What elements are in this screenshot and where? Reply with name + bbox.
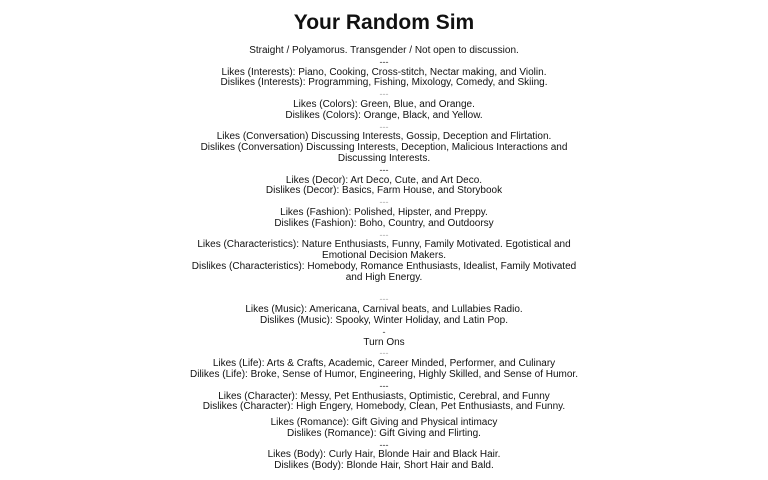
likes-colors: Likes (Colors): Green, Blue, and Orange. [293, 98, 475, 110]
likes-characteristics: Likes (Characteristics): Nature Enthusiasts, Funny, Family Motivated. Egotistical and Emotional Decision Makers. [197, 239, 571, 262]
likes-character: Likes (Character): Messy, Pet Enthusiasts, Optimistic, Cerebral, and Funny [218, 390, 550, 402]
separator: --- [379, 164, 389, 175]
separator: --- [379, 439, 389, 450]
likes-fashion: Likes (Fashion): Polished, Hipster, and Preppy. [280, 206, 488, 218]
orientation-text: Straight / Polyamorus. Transgender / Not open to discussion. [249, 45, 519, 56]
dislikes-decor: Dislikes (Decor): Basics, Farm House, and Storybook [265, 185, 503, 197]
likes-music: Likes (Music): Americana, Carnival beats, and Lullabies Radio. [245, 304, 523, 316]
likes-interests: Likes (Interests): Piano, Cooking, Cross-stitch, Nectar making, and Violin. [221, 66, 547, 78]
likes-conversation: Likes (Conversation) Discussing Interests, Gossip, Deception and Flirtation. [216, 131, 552, 143]
separator: --- [379, 348, 389, 359]
dislikes-fashion: Dislikes (Fashion): Boho, Country, and Outdoorsy [274, 217, 494, 229]
dislikes-body: Dislikes (Body): Blonde Hair, Short Hair and Bald. [274, 460, 494, 472]
dislikes-colors: Dislikes (Colors): Orange, Black, and Yellow. [285, 109, 483, 121]
dislikes-characteristics: Dislikes (Characteristics): Homebody, Romance Enthusiasts, Idealist, Family Motivated and High Energy. [191, 260, 577, 283]
dislikes-conversation: Dislikes (Conversation) Discussing Interests, Deception, Malicious Interactions and Discussing Interests. [200, 142, 568, 164]
separator: --- [379, 89, 389, 100]
likes-life: Likes (Life): Arts & Crafts, Academic, Career Minded, Performer, and Culinary [212, 358, 556, 370]
separator: --- [379, 197, 389, 208]
page-title: Your Random Sim [293, 11, 475, 34]
dislikes-character: Dislikes (Character): High Engery, Homebody, Clean, Pet Enthusiasts, and Funny. [202, 401, 566, 413]
sim-details [184, 46, 584, 472]
separator: --- [379, 121, 389, 132]
dislikes-music: Dislikes (Music): Spooky, Winter Holiday, and Latin Pop. [259, 314, 509, 326]
dislikes-romance: Dislikes (Romance): Gift Giving and Flirting. [287, 427, 481, 439]
likes-romance: Likes (Romance): Gift Giving and Physical intimacy [270, 417, 498, 429]
separator: --- [379, 56, 389, 67]
likes-decor: Likes (Decor): Art Deco, Cute, and Art Deco. [285, 174, 483, 186]
dislikes-interests: Dislikes (Interests): Programming, Fishing, Mixology, Comedy, and Skiing. [220, 77, 548, 89]
separator: --- [379, 294, 389, 305]
separator: --- [379, 229, 389, 240]
spacer [184, 284, 584, 295]
likes-body: Likes (Body): Curly Hair, Blonde Hair and Black Hair. [267, 449, 501, 461]
separator: --- [379, 380, 389, 391]
separator: - [382, 326, 386, 337]
dislikes-life: Dilikes (Life): Broke, Sense of Humor, Engineering, Highly Skilled, and Sense of Humor. [190, 368, 578, 380]
turn-ons-heading: Turn Ons [363, 336, 405, 348]
